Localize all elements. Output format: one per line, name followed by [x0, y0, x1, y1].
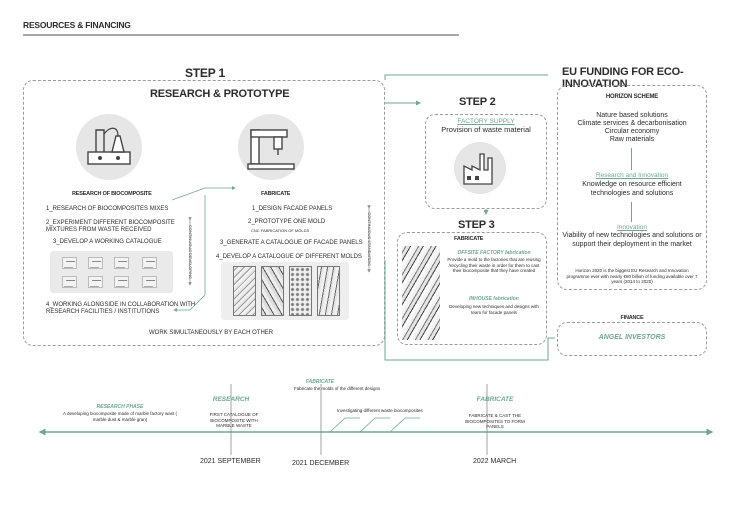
left-vertical-note: CONTINUOUS DEVELOPING	[188, 224, 193, 279]
horizon-note: Horizon 2020 is the biggest EU Research and Innovation programme ever with nearly €80 billion of funding available over 7 years (2014 to 2020)	[566, 268, 698, 284]
lab-equipment-icon	[74, 112, 144, 182]
timeline-fabricate-text-2: FABRICATE & CAST THE BIOCOMPOSITES TO FORM PANELS	[465, 413, 525, 429]
inhouse-title: INHOUSE fabrication	[469, 296, 519, 302]
timeline-research-text: FIRST CATALOGUE OF BIOCOMPOSITE WITH MARBLE WASTE	[209, 412, 259, 428]
horizon-line-4: Raw materials	[609, 136, 655, 143]
facade-panels-preview	[221, 262, 349, 320]
angel-investors: ANGEL INVESTORS	[598, 334, 666, 341]
horizon-connector-2	[631, 202, 632, 222]
research-item-4: 4_WORKING ALONGSIDE IN COLLABORATION WITH RESEARCH FACILITIES / INSTITUTIONS	[46, 302, 196, 315]
step1-subtitle: RESEARCH & PROTOTYPE	[150, 88, 290, 100]
research-innovation-label: Research and Innovation	[595, 172, 669, 179]
offsite-text: Provide a mold to the factories that are reusing /recycling their waste in order for them to cast their biocomposite that they have created	[447, 257, 541, 273]
timeline-date-2: 2021 DECEMBER	[292, 460, 350, 467]
cnc-machine-icon	[236, 112, 306, 182]
fabricate-item-2: 2_PROTOTYPE ONE MOLD	[248, 219, 326, 225]
fabricate-item-3: 3_GENERATE A CATALOGUE OF FACADE PANELS	[220, 240, 363, 246]
timeline-fabricate-text-1: Fabricate the molds of the different designs	[294, 386, 381, 391]
step3-heading: FABRICATE	[454, 236, 484, 242]
inhouse-text: Developing new techniques and designs with team for facade panels	[449, 304, 539, 315]
fabricate-item-2-sub: CNC FABRICATION OF MOLDS	[251, 228, 310, 233]
research-heading: RESEARCH OF BIOCOMPOSITE	[72, 191, 152, 197]
horizon-heading: HORIZON SCHEME	[605, 94, 659, 100]
fabricate-item-1: 1_DESIGN FACADE PANELS	[252, 206, 333, 212]
biocomposite-catalogue	[50, 251, 173, 293]
offsite-title: OFFSITE FACTORY fabrication	[457, 250, 531, 256]
research-innovation-text: Knowledge on resource efficient technologies and solutions	[582, 181, 682, 197]
step1-footer: WORK SIMULTANEOUSLY BY EACH OTHER	[149, 330, 274, 336]
right-vertical-note: CONTINUOUS STANDARDIS	[367, 212, 372, 266]
research-item-2: 2_EXPERIMENT DIFFERENT BIOCOMPOSITE MIXTURES FROM WASTE RECEIVED	[46, 220, 175, 233]
horizon-line-3: Circular economy	[604, 128, 660, 135]
horizon-line-2: Climate services & decarbonisation	[577, 120, 687, 127]
title-underline	[23, 34, 459, 36]
finance-heading: FINANCE	[620, 315, 644, 321]
fabricate-heading: FABRICATE	[261, 191, 291, 197]
timeline-date-3: 2022 MARCH	[473, 458, 517, 465]
timeline-fabricate-label-2: FABRICATE	[476, 396, 514, 403]
timeline-research-phase-label: RESEARCH PHASE	[96, 404, 144, 410]
innovation-label: Innovation	[617, 224, 647, 231]
timeline-investigate-text: Investigating different waste biocomposites	[337, 408, 423, 413]
fabricate-item-4: 4_DEVELOP A CATALOGUE OF DIFFERENT MOLDS	[216, 254, 362, 260]
factory-icon	[452, 140, 508, 196]
timeline-research-label: RESEARCH	[212, 396, 250, 403]
factory-supply-label: FACTORY SUPPLY	[457, 118, 515, 125]
timeline-research-phase-text: A developing biocomposite made of marble factory wast ( marble dust & marble gran)	[62, 411, 178, 422]
horizon-line-1: Nature based solutions	[596, 112, 668, 119]
timeline-fabricate-label-1: FABRICATE	[305, 379, 335, 385]
horizon-connector-1	[631, 148, 632, 170]
research-item-1: 1_RESEARCH OF BIOCOMPOSITES MIXES	[46, 206, 169, 212]
factory-supply-text: Provision of waste material	[441, 125, 531, 134]
page-title: RESOURCES & FINANCING	[23, 20, 131, 30]
step1-title: STEP 1	[185, 66, 225, 80]
step2-title: STEP 2	[459, 96, 496, 108]
research-item-3: 3_DEVELOP A WORKING CATALOGUE	[53, 239, 162, 245]
eu-title: EU FUNDING FOR ECO-INNOVATION	[562, 66, 684, 90]
step3-title: STEP 3	[458, 219, 495, 231]
facade-texture-image	[402, 246, 440, 340]
timeline-date-1: 2021 SEPTEMBER	[200, 458, 261, 465]
innovation-text: Viability of new technologies and solutions or support their deployment in the market	[562, 232, 702, 248]
